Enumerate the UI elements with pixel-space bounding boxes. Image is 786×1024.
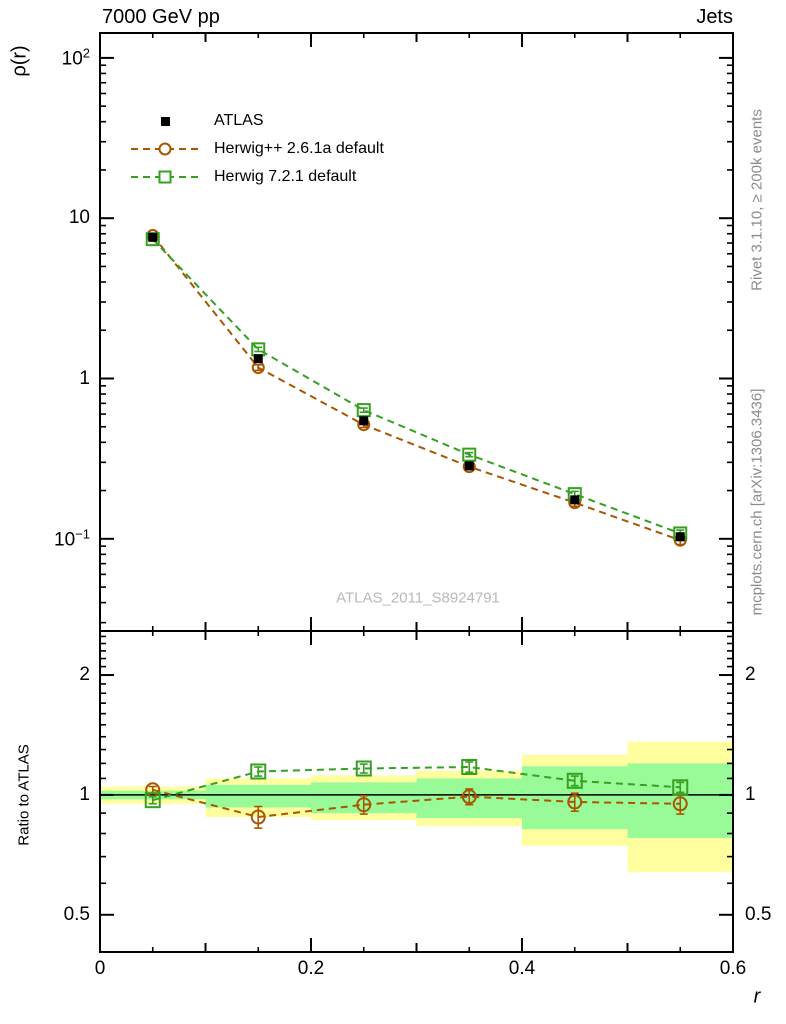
tick-label: 1 xyxy=(79,783,90,805)
ratio-band-green xyxy=(206,785,312,808)
tick-label: 1 xyxy=(79,367,90,389)
side-note-mcplots: mcplots.cern.ch [arXiv:1306.3436] xyxy=(748,388,766,616)
tick-label: 2 xyxy=(79,664,90,686)
legend-label: ATLAS xyxy=(214,112,264,129)
y-axis-label-top: ρ(r) xyxy=(8,45,31,77)
y-axis-label-ratio: Ratio to ATLAS xyxy=(15,744,33,846)
legend xyxy=(130,107,384,191)
legend-item-herwigpp xyxy=(130,135,384,163)
legend-item-herwig7 xyxy=(130,163,384,191)
tick-label: 0.4 xyxy=(508,958,536,979)
tick-label: 2 xyxy=(745,664,756,686)
legend-label: Herwig 7.2.1 default xyxy=(214,168,357,185)
tick-label: $10^2$ xyxy=(61,45,90,70)
filled-square-marker-icon xyxy=(130,112,200,130)
title-analysis: Jets xyxy=(696,6,733,28)
dashed-square-marker-icon xyxy=(130,168,200,186)
x-axis-label: r xyxy=(753,985,761,1008)
title-beam: 7000 GeV pp xyxy=(102,6,220,28)
tick-label: 0.2 xyxy=(297,958,325,979)
legend-label: Herwig++ 2.6.1a default xyxy=(214,140,384,157)
dashed-circle-marker-icon xyxy=(130,140,200,158)
tick-label: $10^{-1}$ xyxy=(54,526,90,551)
side-note-rivet: Rivet 3.1.10, ≥ 200k events xyxy=(748,109,766,291)
tick-label: 0 xyxy=(94,958,106,979)
legend-item-atlas xyxy=(130,107,384,135)
watermark: ATLAS_2011_S8924791 xyxy=(336,589,500,607)
tick-label: 1 xyxy=(745,783,756,805)
tick-label: 10 xyxy=(68,207,90,229)
tick-label: 0.6 xyxy=(719,958,747,979)
tick-label: 0.5 xyxy=(63,903,90,925)
tick-label: 0.5 xyxy=(745,903,772,925)
